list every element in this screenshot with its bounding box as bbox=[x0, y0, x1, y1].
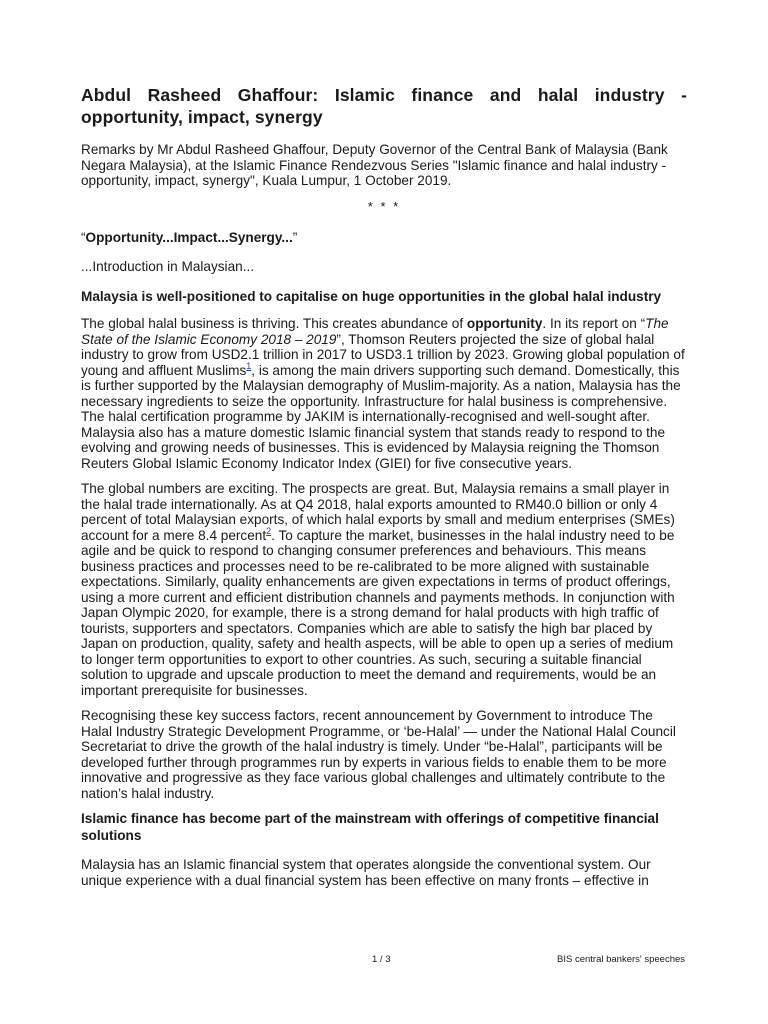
quote-line bbox=[81, 230, 687, 246]
page-number: 1 / 3 bbox=[372, 954, 391, 965]
intro-note: ...Introduction in Malaysian... bbox=[81, 259, 255, 274]
p1-bold: opportunity bbox=[466, 316, 543, 331]
quote-text: Opportunity...Impact...Synergy... bbox=[85, 229, 293, 245]
p1-text-c: ”, Thomson Reuters projected the size of global halal industry to grow from USD2.1 trillion in 2017 to USD3.1 trillion by 2023. Growing global population of young and affluent Muslims bbox=[81, 331, 685, 378]
body-paragraph-1 bbox=[81, 316, 687, 471]
quote-open: “ bbox=[81, 229, 86, 245]
body-paragraph-4: Malaysia has an Islamic financial system that operates alongside the conventional system. Our unique experience with a dual financial system has been effective on many fronts – effective in bbox=[81, 857, 651, 888]
report-title: The State of the Islamic Economy 2018 – 2019 bbox=[81, 316, 669, 347]
footnote-link-1[interactable]: 1 bbox=[246, 360, 252, 371]
document-page bbox=[81, 84, 687, 898]
section-heading-1: Malaysia is well-positioned to capitalise on huge opportunities in the global halal industry bbox=[81, 288, 662, 304]
p2-text-a: The global numbers are exciting. The prospects are great. But, Malaysia remains a small player in the halal trade internationally. As at Q4 2018, halal exports amounted to RM40.0 billion or only 4 percent of total Malaysian exports, of which halal exports by small and medium enterprises (SMEs) account for a mere 8.4 percent bbox=[81, 481, 675, 543]
body-paragraph-3: Recognising these key success factors, recent announcement by Government to introduce The Halal Industry Strategic Development Programme, or ‘be-Halal’ — under the National Halal Council Secretariat to drive the growth of the halal industry is timely. Under “be-Halal”, participants will be developed further through programmes run by experts in various fields to enable them to be more innovative and progressive as they face various global challenges and ultimately contribute to the nation’s halal industry. bbox=[81, 708, 676, 801]
body-paragraph-2 bbox=[81, 481, 687, 698]
p1-text-d: , is among the main drivers supporting such demand. Domestically, this is further supported by the Malaysian demography of Muslim-majority. As a nation, Malaysia has the necessary ingredients to seize the opportunity. Infrastructure for halal business is comprehensive. The halal certification programme by JAKIM is internationally-recognised and well-sought after. Malaysia also has a mature domestic Islamic financial system that stands ready to respond to the evolving and growing needs of businesses. This is evidenced by Malaysia reigning the Thomson Reuters Global Islamic Economy Indicator Index (GIEI) for five consecutive years. bbox=[81, 362, 681, 471]
section-separator: * * * bbox=[367, 198, 401, 214]
p2-text-b: . To capture the market, businesses in the halal industry need to be agile and be quick to respond to changing consumer preferences and behaviours. This means business practices and processes need to be re-calibrated to be more aligned with sustainable expectations. Similarly, quality enhancements are given expectations in terms of product offerings, using a more current and efficient distribution channels and payments methods. In conjunction with Japan Olympic 2020, for example, there is a strong demand for halal products with high traffic of tourists, supporters and spectators. Companies which are able to satisfy the high bar placed by Japan on production, quality, safety and health aspects, will be able to open up a series of medium to longer term opportunities to export to other countries. As such, securing a suitable financial solution to upgrade and upscale production to meet the demand and requirements, would be an important prerequisite for businesses. bbox=[81, 527, 675, 698]
p1-text-a: The global halal business is thriving. This creates abundance of bbox=[81, 316, 467, 331]
p1-text-b: . In its report on “ bbox=[542, 316, 646, 331]
section-heading-2: Islamic finance has become part of the mainstream with offerings of competitive financial solutions bbox=[81, 811, 659, 843]
remarks-paragraph: Remarks by Mr Abdul Rasheed Ghaffour, Deputy Governor of the Central Bank of Malaysia (Bank Negara Malaysia), at the Islamic Finance Rendezvous Series "Islamic finance and halal industry - opportunity, impact, synergy", Kuala Lumpur, 1 October 2019. bbox=[81, 142, 668, 188]
document-title: Abdul Rasheed Ghaffour: Islamic finance and halal industry - opportunity, impact, synergy bbox=[81, 85, 687, 127]
footnote-link-2[interactable]: 2 bbox=[266, 525, 272, 536]
footer-source: BIS central bankers' speeches bbox=[557, 954, 686, 965]
quote-close: ” bbox=[292, 229, 298, 245]
